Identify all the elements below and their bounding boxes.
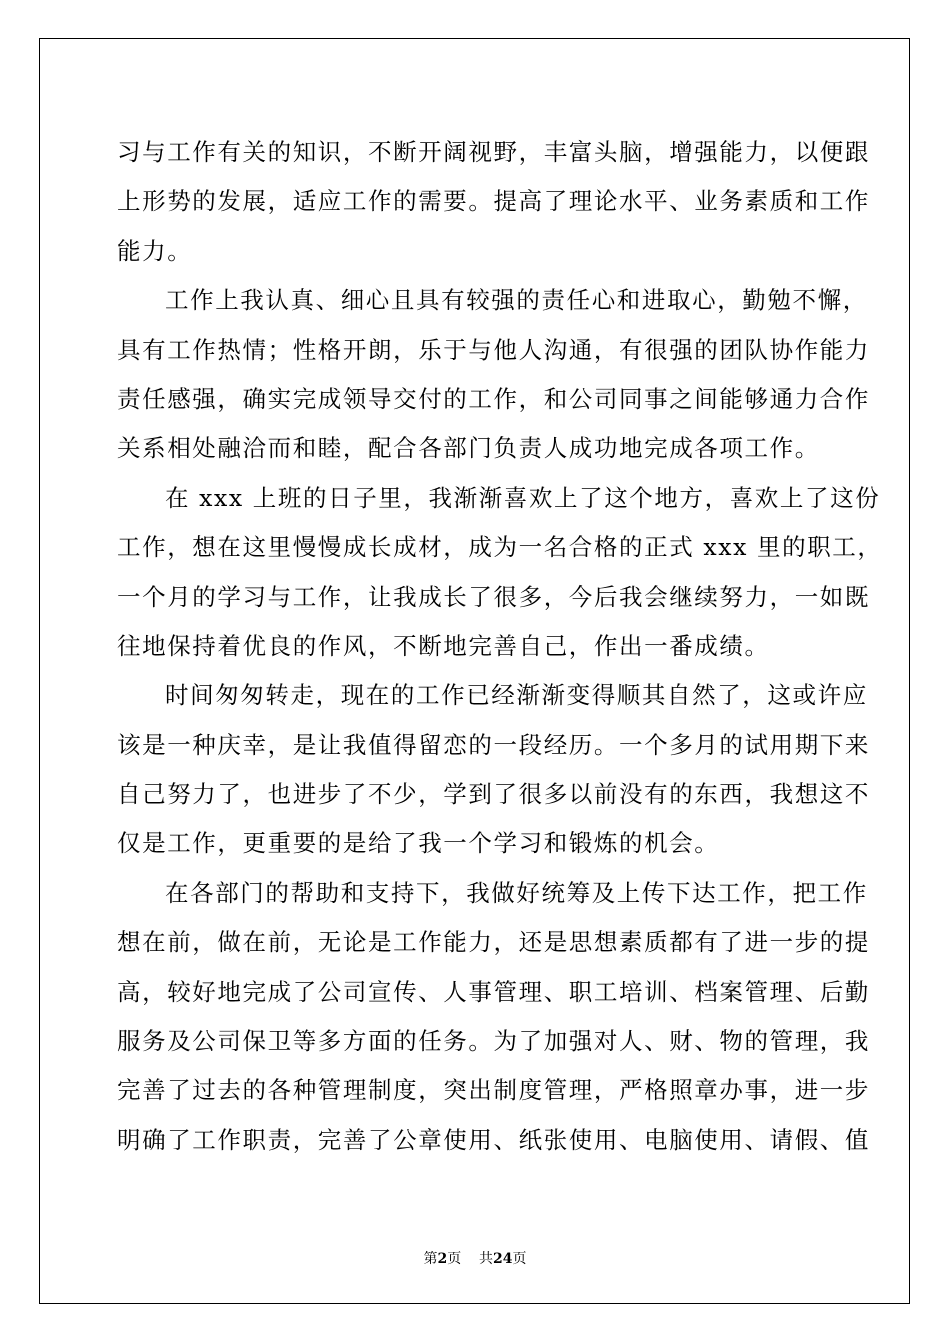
text-line: 一个月的学习与工作，让我成长了很多，今后我会继续努力，一如既 <box>117 582 870 611</box>
text-line: 在各部门的帮助和支持下，我做好统筹及上传下达工作，把工作 <box>165 878 868 907</box>
text-line: 往地保持着优良的作风，不断地完善自己，作出一番成绩。 <box>117 631 770 660</box>
text-line: 上形势的发展，适应工作的需要。提高了理论水平、业务素质和工作 <box>117 187 870 216</box>
text-line: 习与工作有关的知识，不断开阔视野，丰富头脑，增强能力，以便跟 <box>117 138 870 166</box>
text-line: 服务及公司保卫等多方面的任务。为了加强对人、财、物的管理，我 <box>117 1027 870 1056</box>
paragraph-1 <box>117 128 870 276</box>
paragraph-3 <box>117 474 883 672</box>
document-body <box>117 128 883 1165</box>
text-line: 能力。 <box>117 236 193 265</box>
total-pages: 24 <box>493 1251 513 1267</box>
text-line: 想在前，做在前，无论是工作能力，还是思想素质都有了进一步的提 <box>117 928 870 957</box>
text-line: 完善了过去的各种管理制度，突出制度管理，严格照章办事，进一步 <box>117 1076 870 1105</box>
text-line: 高，较好地完成了公司宣传、人事管理、职工培训、档案管理、后勤 <box>117 977 870 1006</box>
paragraph-2 <box>117 276 870 474</box>
text-line: 时间匆匆转走，现在的工作已经渐渐变得顺其自然了，这或许应 <box>165 681 868 710</box>
text-line: 关系相处融洽而和睦，配合各部门负责人成功地完成各项工作。 <box>117 434 820 463</box>
paragraph-5 <box>117 869 870 1165</box>
text-line: 仅是工作，更重要的是给了我一个学习和锻炼的机会。 <box>117 829 720 858</box>
paragraph-4 <box>117 671 870 869</box>
page-footer <box>0 1248 950 1268</box>
total-suffix: 页 <box>512 1251 527 1267</box>
text-line: 明确了工作职责，完善了公章使用、纸张使用、电脑使用、请假、值 <box>117 1125 870 1154</box>
page-number: 2 <box>437 1251 448 1267</box>
text-line: 责任感强，确实完成领导交付的工作，和公司同事之间能够通力合作 <box>117 384 870 413</box>
page-suffix: 页 <box>447 1251 462 1267</box>
text-line: 工作上我认真、细心且具有较强的责任心和进取心，勤勉不懈， <box>165 286 868 315</box>
text-line: 工作，想在这里慢慢成长成材，成为一名合格的正式 xxx 里的职工， <box>117 533 883 562</box>
text-line: 该是一种庆幸，是让我值得留恋的一段经历。一个多月的试用期下来 <box>117 730 870 759</box>
text-line: 具有工作热情；性格开朗，乐于与他人沟通，有很强的团队协作能力 <box>117 335 870 364</box>
page-prefix: 第 <box>423 1251 438 1267</box>
text-line: 自己努力了，也进步了不少，学到了很多以前没有的东西，我想这不 <box>117 780 870 809</box>
text-line: 在 xxx 上班的日子里，我渐渐喜欢上了这个地方，喜欢上了这份 <box>165 483 881 512</box>
total-prefix: 共 <box>479 1251 494 1267</box>
